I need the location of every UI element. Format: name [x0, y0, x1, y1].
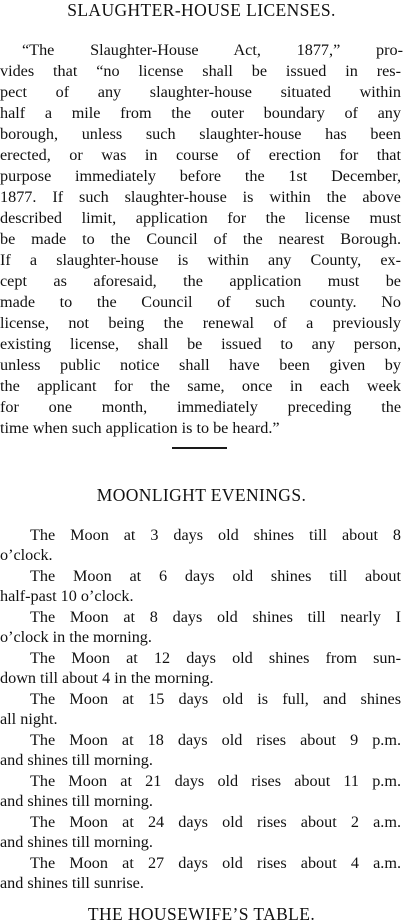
moon-entry-continuation: and shines till sunrise. — [0, 874, 144, 892]
paragraph-line: 1877. If such slaughter-house is within the above — [0, 188, 401, 206]
paragraph-line: half a mile from the outer boundary of any — [0, 104, 401, 122]
paragraph-line: “The Slaughter-House Act, 1877,” pro- — [22, 41, 403, 59]
paragraph-line: be made to the Council of the nearest Borough. — [0, 230, 401, 248]
moon-entry-continuation: half-past 10 o’clock. — [0, 587, 134, 605]
moon-entry-line: The Moon at 8 days old shines till nearly I — [30, 608, 401, 626]
moon-entry-line: The Moon at 12 days old shines from sun- — [30, 649, 401, 667]
paragraph-line: for one month, immediately preceding the — [0, 398, 401, 416]
moon-entry-line: The Moon at 27 days old rises about 4 a.m. — [30, 854, 401, 872]
paragraph-line: pect of any slaughter-house situated within — [0, 83, 401, 101]
paragraph-line: license, not being the renewal of a previously — [0, 314, 401, 332]
moon-entry-line: The Moon at 6 days old shines till about — [30, 567, 401, 585]
paragraph-line: described limit, application for the license must — [0, 209, 401, 227]
moon-entry-continuation: and shines till morning. — [0, 792, 153, 810]
paragraph-line: unless public notice shall have been given by — [0, 356, 401, 374]
paragraph-line: made to the Council of such county. No — [0, 293, 401, 311]
moon-entry-continuation: o’clock in the morning. — [0, 628, 152, 646]
moon-entry-continuation: and shines till morning. — [0, 751, 153, 769]
moon-entry-continuation: o’clock. — [0, 546, 53, 564]
housewifes-table-heading: THE HOUSEWIFE’S TABLE. — [87, 904, 316, 924]
paragraph-line: cept as aforesaid, the application must be — [0, 272, 401, 290]
paragraph-line: purpose immediately before the 1st December, — [0, 167, 401, 185]
paragraph-line: existing license, shall be issued to any person, — [0, 335, 401, 353]
paragraph-line: erected, or was in course of erection for that — [0, 146, 401, 164]
section-divider — [172, 447, 227, 449]
moon-entry-line: The Moon at 3 days old shines till about 8 — [30, 526, 401, 544]
moon-entry-continuation: down till about 4 in the morning. — [0, 669, 214, 687]
moon-entry-continuation: all night. — [0, 710, 58, 728]
moonlight-evenings-heading: MOONLIGHT EVENINGS. — [96, 485, 307, 505]
moon-entry-line: The Moon at 24 days old rises about 2 a.m. — [30, 813, 401, 831]
slaughter-house-heading: SLAUGHTER-HOUSE LICENSES. — [67, 0, 336, 20]
paragraph-line: borough, unless such slaughter-house has been — [0, 125, 401, 143]
paragraph-line: vides that “no license shall be issued in res- — [0, 62, 401, 80]
paragraph-line: time when such application is to be heard.” — [0, 419, 280, 437]
paragraph-line: the applicant for the same, once in each week — [0, 377, 401, 395]
paragraph-line: If a slaughter-house is within any County, ex- — [0, 251, 401, 269]
moon-entry-line: The Moon at 18 days old rises about 9 p.m. — [30, 731, 401, 749]
moon-entry-line: The Moon at 15 days old is full, and shines — [30, 690, 401, 708]
moon-entry-line: The Moon at 21 days old rises about 11 p.m. — [30, 772, 401, 790]
moon-entry-continuation: and shines till morning. — [0, 833, 153, 851]
